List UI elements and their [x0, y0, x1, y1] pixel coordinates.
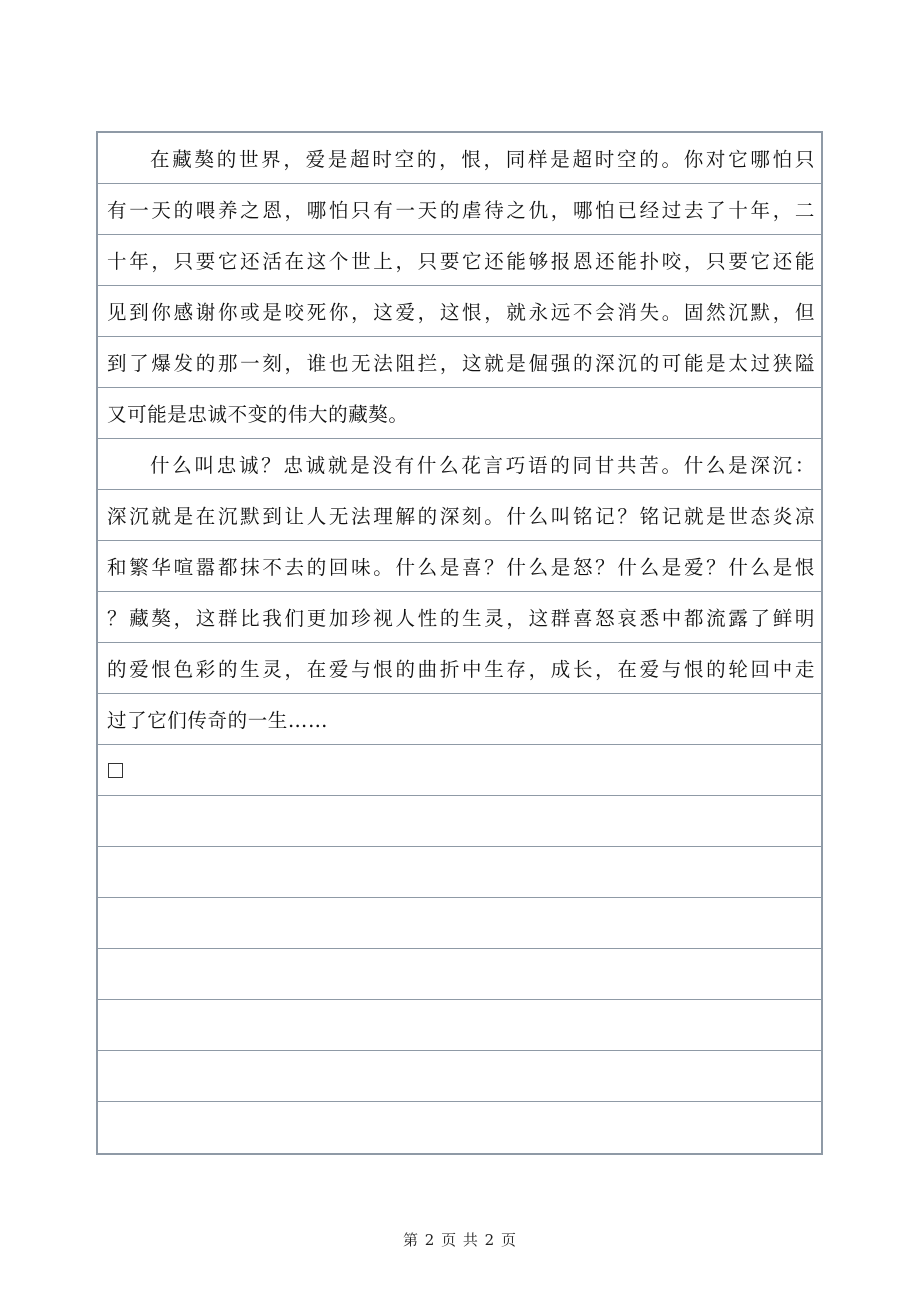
footer-page-number: 2 [424, 1231, 436, 1249]
lined-writing-sheet [96, 131, 823, 1155]
line-text: 和繁华喧嚣都抹不去的回味。什么是喜？什么是怒？什么是爱？什么是恨 [107, 556, 815, 579]
empty-line [98, 847, 821, 898]
checkbox-line [98, 745, 821, 796]
footer-prefix: 第 [402, 1231, 419, 1249]
text-line [98, 592, 821, 643]
text-line [98, 184, 821, 235]
text-line [98, 286, 821, 337]
empty-line [98, 949, 821, 1000]
text-line [98, 541, 821, 592]
text-line [98, 235, 821, 286]
line-text: 过了它们传奇的一生…… [107, 709, 329, 732]
text-line [98, 337, 821, 388]
line-text: 在藏獒的世界，爱是超时空的，恨，同样是超时空的。你对它哪怕只 [150, 148, 815, 171]
page-footer [0, 1229, 920, 1250]
empty-line [98, 898, 821, 949]
footer-suffix: 页 [501, 1231, 518, 1249]
footer-total-pages: 2 [484, 1231, 496, 1249]
empty-checkbox-icon[interactable] [108, 763, 123, 778]
line-text: 到了爆发的那一刻，谁也无法阻拦，这就是倔强的深沉的可能是太过狭隘 [107, 352, 815, 375]
line-text: 有一天的喂养之恩，哪怕只有一天的虐待之仇，哪怕已经过去了十年，二 [107, 199, 815, 222]
line-text: 深沉就是在沉默到让人无法理解的深刻。什么叫铭记？铭记就是世态炎凉 [107, 505, 815, 528]
empty-line [98, 1000, 821, 1051]
line-text: 又可能是忠诚不变的伟大的藏獒。 [107, 403, 409, 426]
text-line [98, 439, 821, 490]
text-line [98, 388, 821, 439]
line-text: 见到你感谢你或是咬死你，这爱，这恨，就永远不会消失。固然沉默，但 [107, 301, 815, 324]
empty-line [98, 1102, 821, 1153]
line-text: 什么叫忠诚？忠诚就是没有什么花言巧语的同甘共苦。什么是深沉： [150, 454, 815, 477]
text-line [98, 133, 821, 184]
footer-middle: 页 共 [441, 1231, 479, 1249]
text-line [98, 694, 821, 745]
empty-line [98, 796, 821, 847]
text-line [98, 643, 821, 694]
line-text: 的爱恨色彩的生灵，在爱与恨的曲折中生存，成长，在爱与恨的轮回中走 [107, 658, 815, 681]
empty-line [98, 1051, 821, 1102]
text-line [98, 490, 821, 541]
line-text: ？藏獒，这群比我们更加珍视人性的生灵，这群喜怒哀悉中都流露了鲜明 [107, 607, 815, 630]
line-text: 十年，只要它还活在这个世上，只要它还能够报恩还能扑咬，只要它还能 [107, 250, 815, 273]
